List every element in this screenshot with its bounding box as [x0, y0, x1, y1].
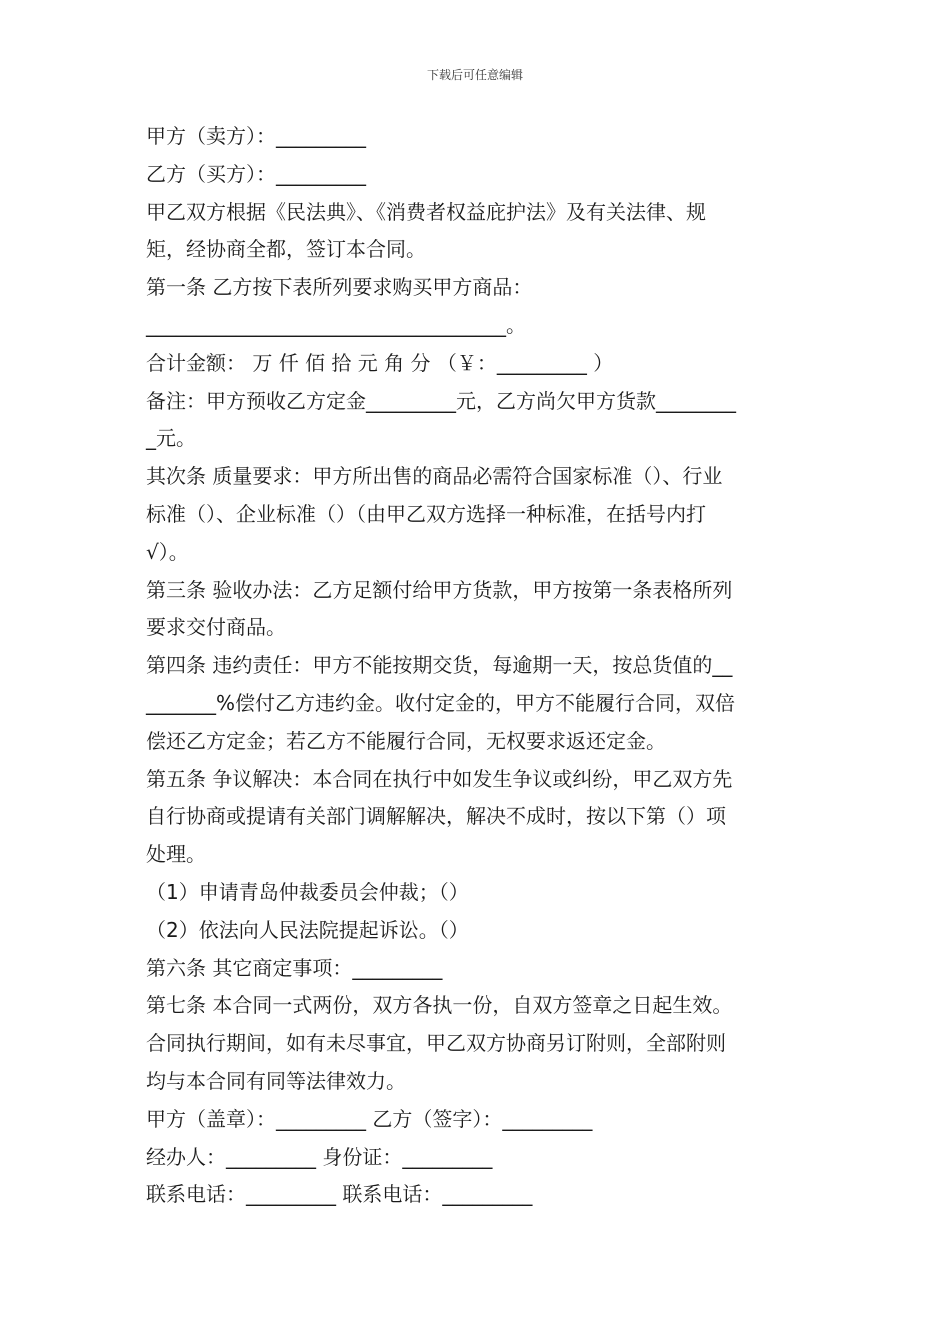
article-5-line-1: 第五条 争议解决：本合同在执行中如发生争议或纠纷，甲乙双方先 [146, 766, 733, 791]
agent-id-line: 经办人：_________ 身份证：_________ [146, 1144, 493, 1169]
article-4-line-3: 偿还乙方定金；若乙方不能履行合同，无权要求返还定金。 [146, 728, 666, 753]
article-7-line-2: 合同执行期间，如有未尽事宜，甲乙双方协商另订附则，全部附则 [146, 1031, 726, 1056]
contract-body [146, 118, 810, 1214]
article-4-line-1: 第四条 违约责任：甲方不能按期交货，每逾期一天，按总货值的__ [146, 653, 733, 678]
goods-blank-line: ____________________________________。 [146, 312, 526, 337]
option-2-line: （2）依法向人民法院提起诉讼。（） [146, 917, 469, 942]
article-7-line-1: 第七条 本合同一式两份，双方各执一份，自双方签章之日起生效。 [146, 993, 733, 1018]
preamble-line-1: 甲乙双方根据《民法典》、《消费者权益庇护法》及有关法律、规 [146, 199, 706, 224]
article-2-line-2: 标准（）、企业标准（）（由甲乙双方选择一种标准，在括号内打 [146, 501, 706, 526]
article-5-line-2: 自行协商或提请有关部门调解解决，解决不成时，按以下第（）项 [146, 804, 726, 829]
article-1-line: 第一条 乙方按下表所列要求购买甲方商品： [146, 275, 533, 300]
article-2-line-1: 其次条 质量要求：甲方所出售的商品必需符合国家标准（）、行业 [146, 464, 723, 489]
article-5-line-3: 处理。 [146, 842, 206, 867]
seller-line: 甲方（卖方）：_________ [146, 124, 366, 148]
article-3-line-1: 第三条 验收办法：乙方足额付给甲方货款，甲方按第一条表格所列 [146, 577, 733, 602]
remark-line-1: 备注：甲方预收乙方定金_________元，乙方尚欠甲方货款________ [146, 388, 736, 413]
remark-line-2: _元。 [146, 426, 196, 451]
buyer-line: 乙方（买方）：_________ [146, 161, 366, 186]
article-4-line-2: _______%偿付乙方违约金。收付定金的，甲方不能履行合同，双倍 [146, 690, 736, 715]
article-6-line: 第六条 其它商定事项：_________ [146, 955, 443, 980]
total-amount-line: 合计金额： 万 仟 佰 拾 元 角 分 （￥：_________ ） [146, 350, 614, 375]
phone-line: 联系电话：_________ 联系电话：_________ [146, 1182, 533, 1207]
article-3-line-2: 要求交付商品。 [146, 615, 286, 640]
article-2-line-3: √）。 [146, 539, 189, 564]
preamble-line-2: 矩，经协商全都，签订本合同。 [146, 237, 426, 262]
page-header: 下载后可任意编辑 [426, 68, 523, 82]
signature-line: 甲方（盖章）：_________ 乙方（签字）：_________ [146, 1106, 593, 1131]
article-7-line-3: 均与本合同有同等法律效力。 [146, 1068, 406, 1093]
option-1-line: （1）申请青岛仲裁委员会仲裁；（） [146, 879, 469, 904]
